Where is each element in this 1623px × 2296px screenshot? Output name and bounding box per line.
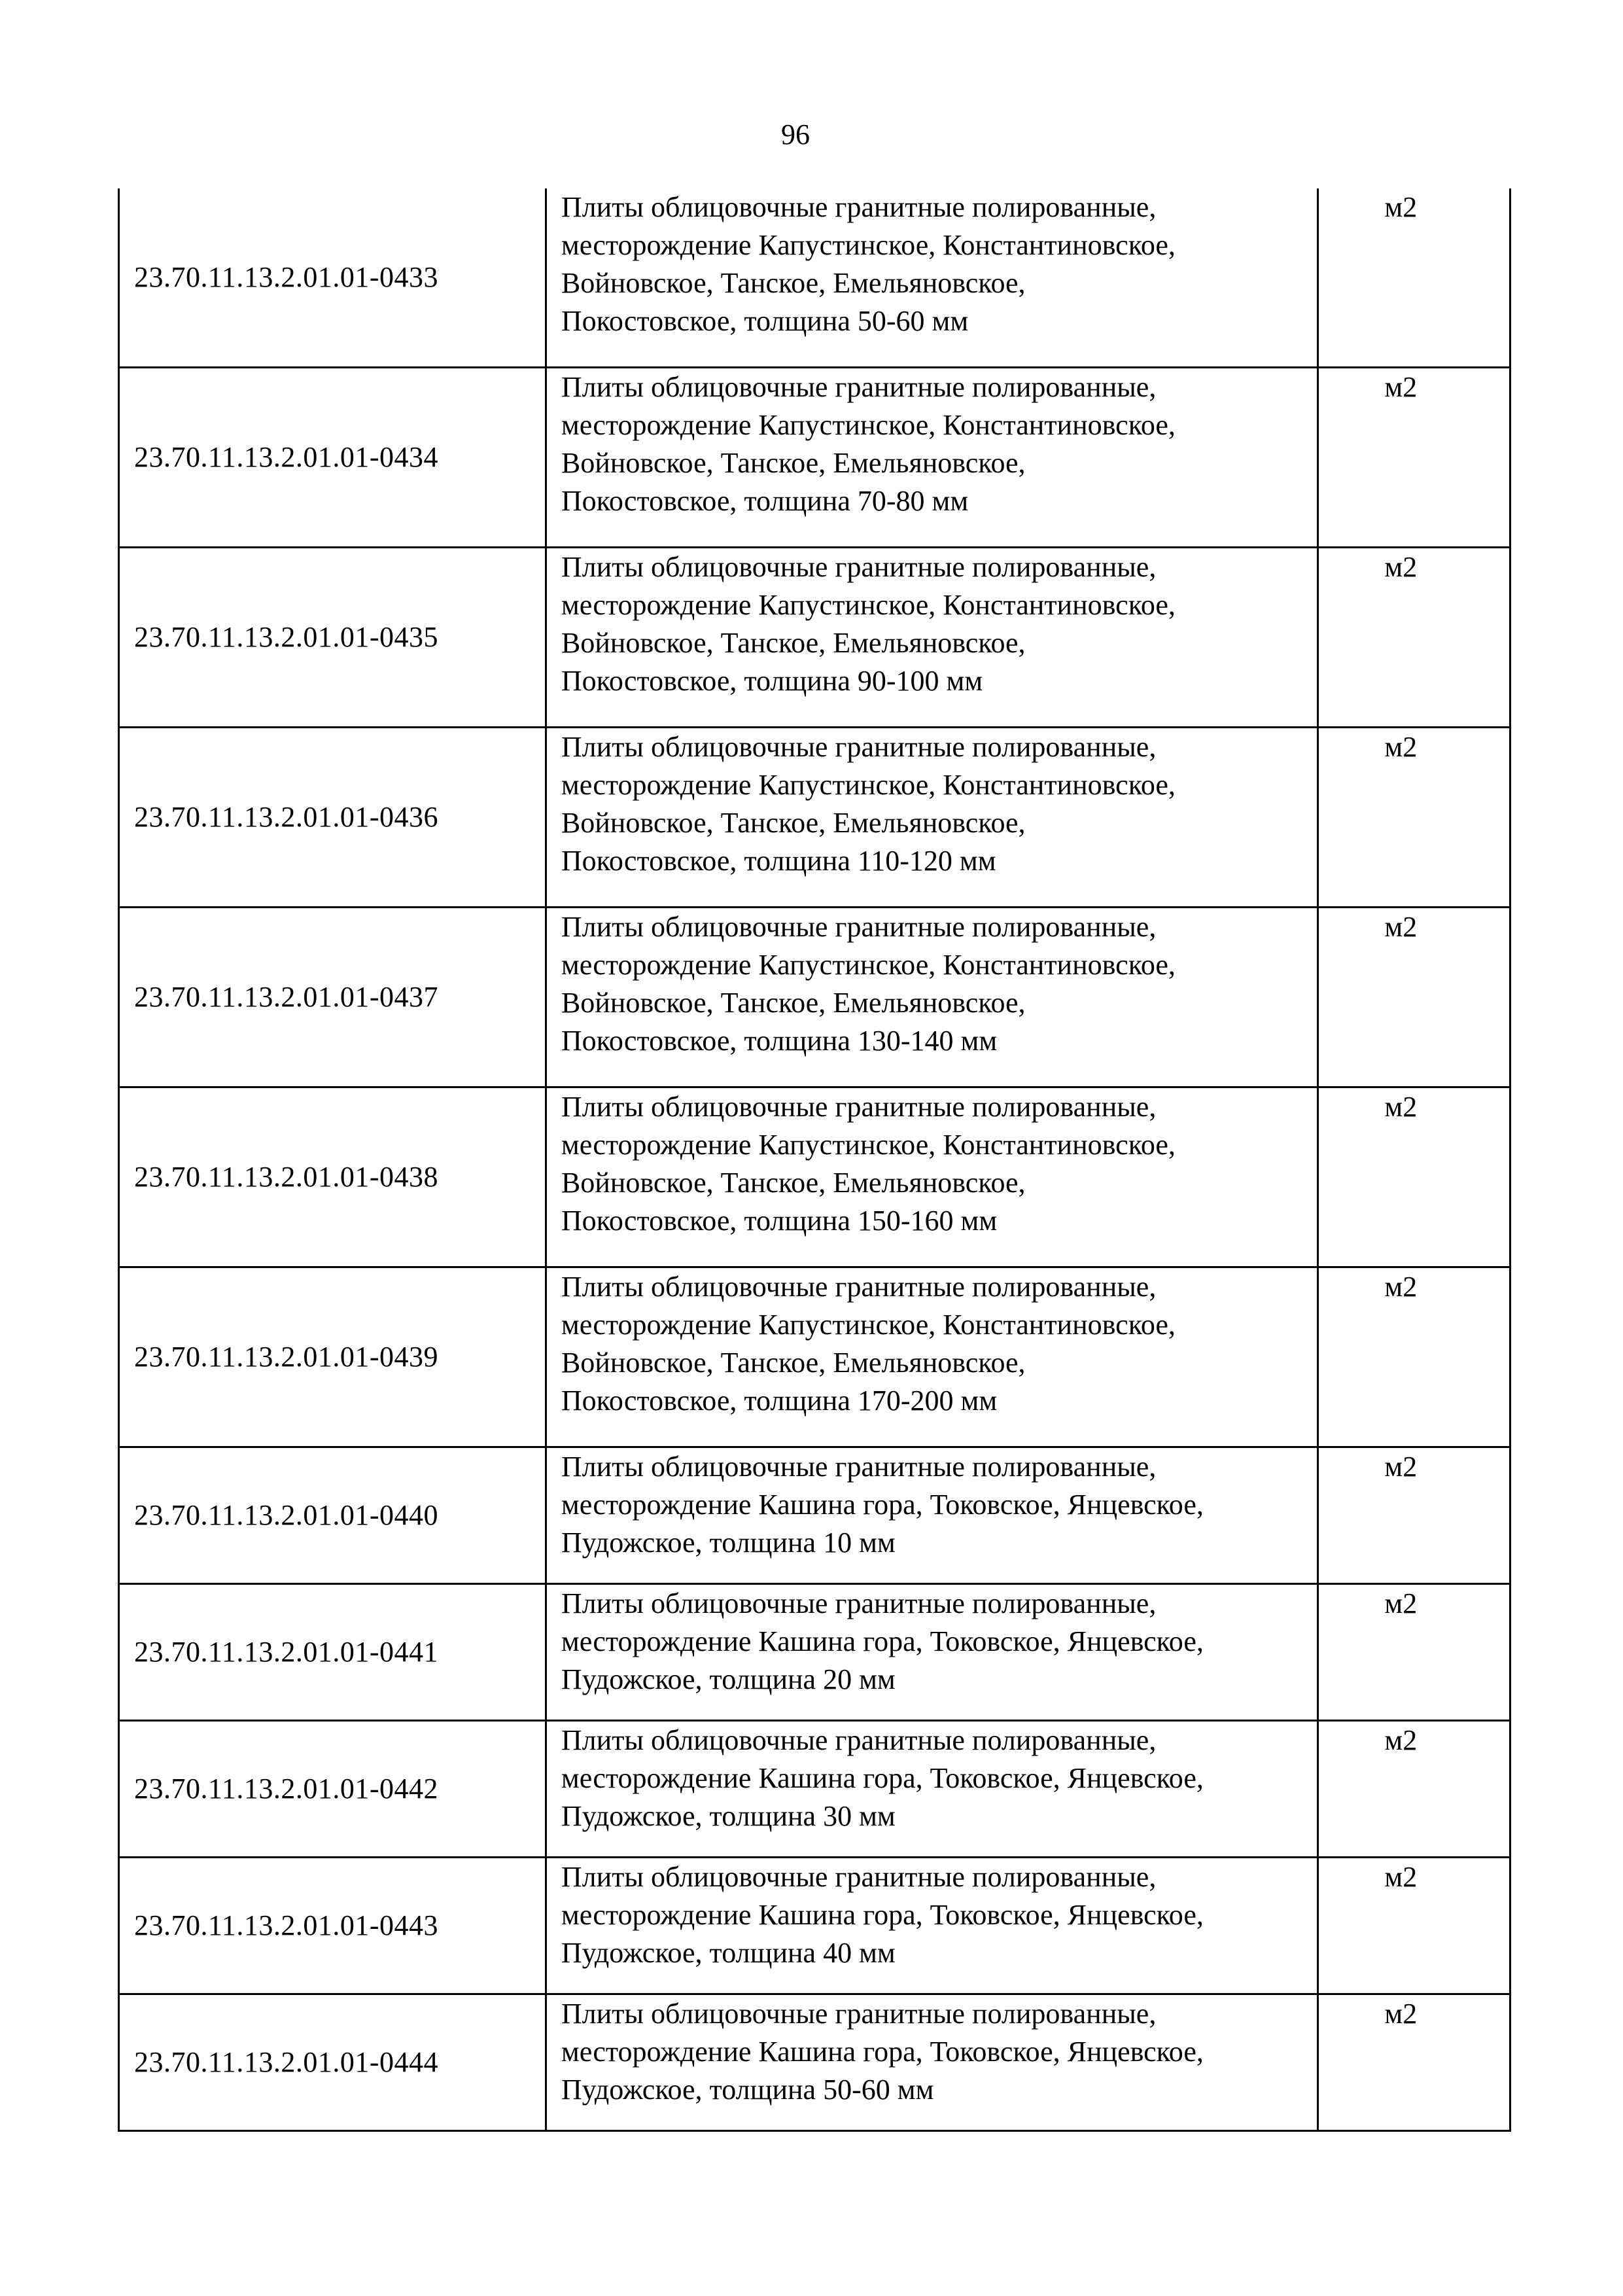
description-line: месторождение Кашина гора, Токовское, Янцевское, [561,1899,1204,1931]
table-row [119,1584,1510,1721]
unit-of-measure: м2 [1318,1447,1510,1584]
page-number: 96 [781,118,810,150]
resource-description [546,728,1318,908]
unit-of-measure: м2 [1318,908,1510,1087]
table-row [119,1267,1510,1447]
resource-code: 23.70.11.13.2.01.01-0442 [119,1721,546,1858]
description-line: Войновское, Танское, Емельяновское, [561,1167,1026,1199]
table-row [119,368,1510,548]
description-line: Плиты облицовочные гранитные полированные, [561,191,1157,223]
description-line: Покостовское, толщина 50-60 мм [561,305,969,337]
description-line: Плиты облицовочные гранитные полированные, [561,1091,1157,1123]
unit-of-measure: м2 [1318,548,1510,728]
resource-code: 23.70.11.13.2.01.01-0436 [119,728,546,908]
description-line: Покостовское, толщина 90-100 мм [561,665,983,697]
resource-description [546,1721,1318,1858]
resource-description [546,1267,1318,1447]
description-line: Плиты облицовочные гранитные полированные, [561,1271,1157,1303]
unit-of-measure: м2 [1318,1267,1510,1447]
description-line: Плиты облицовочные гранитные полированные, [561,1998,1157,2030]
resource-description [546,1858,1318,1994]
description-line: Покостовское, толщина 70-80 мм [561,485,969,517]
description-line: месторождение Капустинское, Константиновское, [561,589,1176,621]
table-row [119,1087,1510,1267]
resource-description [546,1447,1318,1584]
unit-of-measure: м2 [1318,1858,1510,1994]
description-line: месторождение Кашина гора, Токовское, Янцевское, [561,1625,1204,1657]
description-line: Пудожское, толщина 10 мм [561,1527,896,1559]
resource-code: 23.70.11.13.2.01.01-0434 [119,368,546,548]
description-line: Покостовское, толщина 110-120 мм [561,845,996,877]
description-line: Пудожское, толщина 50-60 мм [561,2074,934,2106]
price-table [118,188,1511,2132]
description-line: Плиты облицовочные гранитные полированные, [561,1724,1157,1756]
table-row [119,728,1510,908]
description-line: месторождение Кашина гора, Токовское, Янцевское, [561,2036,1204,2068]
resource-code: 23.70.11.13.2.01.01-0437 [119,908,546,1087]
description-line: месторождение Капустинское, Константиновское, [561,949,1176,981]
resource-code: 23.70.11.13.2.01.01-0435 [119,548,546,728]
unit-of-measure: м2 [1318,188,1510,368]
description-line: Плиты облицовочные гранитные полированные, [561,731,1157,763]
resource-code: 23.70.11.13.2.01.01-0438 [119,1087,546,1267]
table-row [119,908,1510,1087]
description-line: Плиты облицовочные гранитные полированные, [561,551,1157,583]
description-line: Войновское, Танское, Емельяновское, [561,987,1026,1019]
description-line: месторождение Капустинское, Константиновское, [561,409,1176,441]
description-line: Плиты облицовочные гранитные полированные, [561,371,1157,403]
resource-code: 23.70.11.13.2.01.01-0443 [119,1858,546,1994]
description-line: Покостовское, толщина 150-160 мм [561,1205,998,1237]
resource-code: 23.70.11.13.2.01.01-0440 [119,1447,546,1584]
description-line: Пудожское, толщина 40 мм [561,1937,896,1969]
resource-description [546,368,1318,548]
resource-code: 23.70.11.13.2.01.01-0444 [119,1994,546,2131]
resource-description [546,908,1318,1087]
table-row [119,1447,1510,1584]
resource-description [546,548,1318,728]
unit-of-measure: м2 [1318,728,1510,908]
description-line: Пудожское, толщина 20 мм [561,1663,896,1695]
unit-of-measure: м2 [1318,368,1510,548]
table-row [119,188,1510,368]
table-row [119,548,1510,728]
unit-of-measure: м2 [1318,1087,1510,1267]
resource-description [546,1087,1318,1267]
resource-code: 23.70.11.13.2.01.01-0441 [119,1584,546,1721]
table-row [119,1858,1510,1994]
description-line: Покостовское, толщина 170-200 мм [561,1385,998,1417]
resource-description [546,1584,1318,1721]
table-row [119,1721,1510,1858]
table-row [119,1994,1510,2131]
description-line: Войновское, Танское, Емельяновское, [561,627,1026,659]
description-line: месторождение Капустинское, Константиновское, [561,1309,1176,1341]
resource-description [546,1994,1318,2131]
table-body [119,188,1510,2131]
unit-of-measure: м2 [1318,1721,1510,1858]
description-line: Плиты облицовочные гранитные полированные, [561,1451,1157,1483]
description-line: Плиты облицовочные гранитные полированные, [561,1861,1157,1893]
description-line: Пудожское, толщина 30 мм [561,1800,896,1832]
resource-code: 23.70.11.13.2.01.01-0439 [119,1267,546,1447]
unit-of-measure: м2 [1318,1994,1510,2131]
description-line: Войновское, Танское, Емельяновское, [561,447,1026,479]
description-line: месторождение Капустинское, Константиновское, [561,769,1176,801]
description-line: Войновское, Танское, Емельяновское, [561,807,1026,839]
description-line: Войновское, Танское, Емельяновское, [561,1347,1026,1379]
description-line: Плиты облицовочные гранитные полированные, [561,1587,1157,1619]
description-line: Покостовское, толщина 130-140 мм [561,1025,998,1057]
description-line: месторождение Капустинское, Константиновское, [561,229,1176,261]
resource-code: 23.70.11.13.2.01.01-0433 [119,188,546,368]
unit-of-measure: м2 [1318,1584,1510,1721]
description-line: месторождение Капустинское, Константиновское, [561,1129,1176,1161]
description-line: месторождение Кашина гора, Токовское, Янцевское, [561,1489,1204,1521]
resource-description [546,188,1318,368]
description-line: Плиты облицовочные гранитные полированные, [561,911,1157,943]
description-line: месторождение Кашина гора, Токовское, Янцевское, [561,1762,1204,1794]
description-line: Войновское, Танское, Емельяновское, [561,267,1026,299]
